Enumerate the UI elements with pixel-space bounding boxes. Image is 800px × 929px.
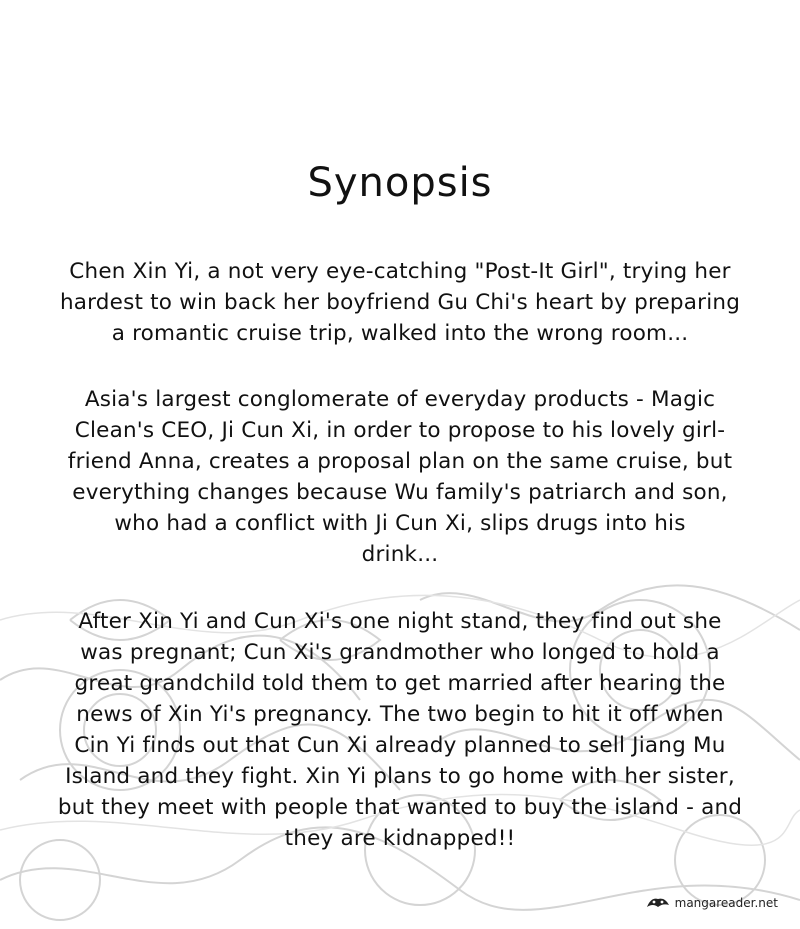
text-line: everything changes because Wu family's patriarch and son, — [72, 480, 728, 505]
mangareader-logo-icon — [645, 893, 671, 913]
text-line: Chen Xin Yi, a not very eye-catching "Post-It Girl", trying her — [69, 259, 731, 284]
text-line: who had a conflict with Ji Cun Xi, slips drugs into his — [114, 511, 686, 536]
text-line: Cin Yi finds out that Cun Xi already planned to sell Jiang Mu — [74, 733, 726, 758]
synopsis-paragraph-1 — [40, 256, 760, 349]
text-line: was pregnant; Cun Xi's grandmother who longed to hold a — [80, 640, 720, 665]
text-line: drink... — [361, 542, 439, 567]
text-line: hardest to win back her boyfriend Gu Chi's heart by preparing — [59, 290, 741, 315]
text-line: a romantic cruise trip, walked into the wrong room... — [111, 321, 689, 346]
watermark-text: mangareader.net — [674, 896, 778, 910]
page-title: Synopsis — [307, 160, 493, 206]
text-line: Asia's largest conglomerate of everyday products - Magic — [84, 387, 716, 412]
text-line: After Xin Yi and Cun Xi's one night stand, they find out she — [78, 609, 722, 634]
text-line: but they meet with people that wanted to buy the island - and — [57, 795, 743, 820]
text-line: they are kidnapped!! — [284, 826, 516, 851]
watermark — [645, 893, 778, 913]
text-line: Clean's CEO, Ji Cun Xi, in order to propose to his lovely girl- — [74, 418, 726, 443]
text-line: Island and they fight. Xin Yi plans to go home with her sister, — [65, 764, 735, 789]
synopsis-paragraph-3 — [40, 606, 760, 854]
synopsis-paragraph-2 — [40, 384, 760, 570]
text-line: great grandchild told them to get married after hearing the — [74, 671, 726, 696]
text-line: news of Xin Yi's pregnancy. The two begin to hit it off when — [76, 702, 724, 727]
text-line: friend Anna, creates a proposal plan on the same cruise, but — [67, 449, 733, 474]
